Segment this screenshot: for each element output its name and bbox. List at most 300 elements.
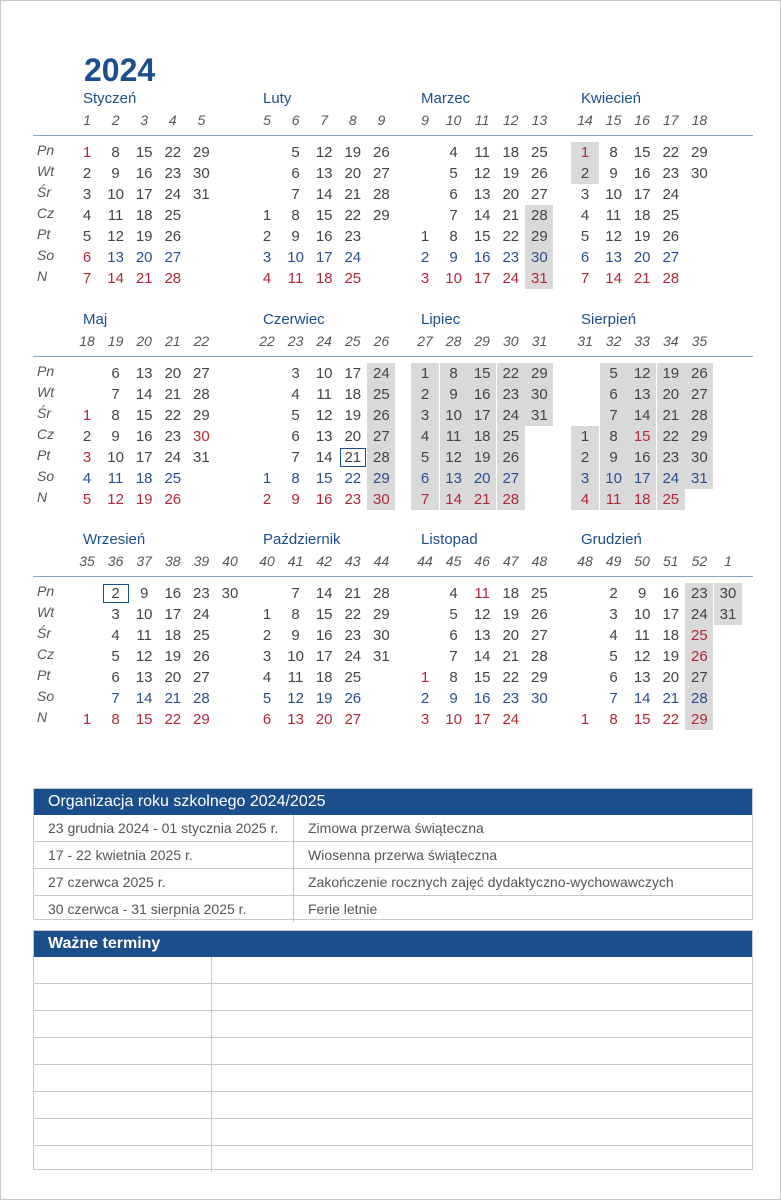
- calendar-day: 12: [440, 447, 468, 468]
- important-dates-row[interactable]: [34, 1119, 752, 1146]
- week-number: 40: [259, 553, 275, 569]
- calendar-day: 16: [633, 165, 651, 182]
- calendar-day: 16: [473, 249, 491, 266]
- calendar-day: 12: [473, 606, 491, 623]
- calendar-day: 17: [633, 186, 651, 203]
- month-name: Październik: [263, 531, 341, 548]
- weekday-label: Pn: [37, 363, 55, 379]
- calendar-day: 5: [291, 144, 300, 161]
- month-row-divider: [33, 576, 753, 577]
- weekday-label: So: [37, 247, 55, 263]
- week-number: 7: [320, 112, 329, 128]
- important-date-cell[interactable]: [34, 1119, 212, 1145]
- calendar-day: 11: [107, 470, 124, 487]
- calendar-day: 17: [468, 405, 496, 426]
- calendar-day: 10: [107, 449, 124, 466]
- calendar-day: 11: [287, 669, 304, 686]
- week-number: 21: [165, 333, 181, 349]
- calendar-day: 16: [468, 384, 496, 405]
- calendar-day: 22: [164, 144, 182, 161]
- calendar-day: 27: [685, 384, 713, 405]
- calendar-day: 18: [164, 627, 182, 644]
- weekday-label: Cz: [37, 426, 55, 442]
- calendar-day: 25: [662, 207, 680, 224]
- week-number: 16: [634, 112, 650, 128]
- weekday-label: Śr: [37, 405, 51, 421]
- week-number: 5: [197, 112, 206, 128]
- calendar-day: 26: [373, 144, 390, 161]
- calendar-day: 5: [291, 407, 300, 424]
- calendar-day: 20: [344, 165, 362, 182]
- calendar-day: 26: [164, 491, 182, 508]
- calendar-day: 15: [315, 606, 333, 623]
- weekday-label: N: [37, 489, 48, 505]
- calendar-day: 25: [531, 144, 548, 161]
- calendar-day: 4: [262, 669, 272, 686]
- calendar-day: 30: [531, 690, 548, 707]
- important-date-cell[interactable]: [34, 1146, 212, 1172]
- week-number: 4: [168, 112, 177, 128]
- calendar-day: 3: [420, 270, 430, 287]
- calendar-day: 1: [420, 228, 430, 245]
- calendar-day: 11: [287, 270, 304, 287]
- important-date-cell[interactable]: [34, 1065, 212, 1091]
- calendar-day: 2: [262, 228, 272, 245]
- calendar-day: 8: [291, 606, 300, 623]
- calendar-day: 27: [344, 711, 362, 728]
- week-number: 39: [193, 553, 210, 569]
- month-row-divider: [33, 135, 753, 136]
- calendar-day: 6: [600, 384, 628, 405]
- calendar-day: 23: [662, 165, 680, 182]
- calendar-day: 3: [580, 186, 590, 203]
- weekday-label: Pn: [37, 142, 55, 158]
- calendar-day: 11: [440, 426, 468, 447]
- calendar-day: 1: [571, 142, 599, 163]
- calendar-day: 15: [633, 144, 651, 161]
- calendar-day: 9: [609, 165, 618, 182]
- important-note-cell[interactable]: [212, 984, 752, 1010]
- calendar-day: 26: [164, 228, 182, 245]
- calendar-day: 22: [164, 711, 182, 728]
- calendar-day: 28: [662, 270, 680, 287]
- calendar-day: 28: [164, 270, 182, 287]
- calendar-day: 16: [135, 165, 153, 182]
- calendar-day: 28: [193, 690, 210, 707]
- calendar-day: 7: [411, 489, 439, 510]
- important-date-cell[interactable]: [34, 957, 212, 983]
- calendar-day: 12: [287, 690, 304, 707]
- calendar-day: 7: [82, 270, 92, 287]
- calendar-day: 1: [262, 207, 272, 224]
- month-name: Luty: [263, 90, 292, 107]
- calendar-day: 2: [411, 384, 439, 405]
- calendar-day: 23: [193, 585, 210, 602]
- calendar-day: 28: [525, 205, 553, 226]
- week-number: 37: [136, 553, 152, 569]
- important-note-cell[interactable]: [212, 1146, 752, 1172]
- calendar-day: 29: [685, 426, 713, 447]
- calendar-day: 3: [262, 648, 272, 665]
- calendar-day: 19: [502, 165, 520, 182]
- week-number: 1: [724, 553, 732, 569]
- calendar-day: 23: [164, 428, 182, 445]
- important-dates-row[interactable]: [34, 1038, 752, 1065]
- calendar-day: 3: [609, 606, 618, 623]
- calendar-day: 13: [287, 711, 304, 728]
- week-number: 1: [83, 112, 91, 128]
- calendar-day: 21: [344, 186, 362, 203]
- calendar-day: 12: [473, 165, 491, 182]
- calendar-day: 27: [497, 468, 525, 489]
- calendar-day: 19: [344, 407, 362, 424]
- calendar-day: 6: [291, 428, 300, 445]
- calendar-day: 15: [468, 363, 496, 384]
- calendar-day: 29: [193, 407, 210, 424]
- calendar-day: 3: [420, 711, 430, 728]
- school-year-date: 17 - 22 kwietnia 2025 r.: [34, 842, 294, 868]
- calendar-day: 13: [440, 468, 468, 489]
- calendar-day: 31: [193, 186, 210, 203]
- calendar-day: 4: [111, 627, 120, 644]
- calendar-day: 2: [571, 447, 599, 468]
- school-year-description: Zakończenie rocznych zajęć dydaktyczno-wychowawczych: [308, 874, 674, 890]
- week-number: 25: [345, 333, 361, 349]
- week-number: 17: [663, 112, 679, 128]
- month-name: Kwiecień: [581, 90, 642, 107]
- calendar-day: 21: [164, 386, 182, 403]
- calendar-day: 27: [662, 249, 680, 266]
- calendar-day: 1: [571, 426, 599, 447]
- calendar-day: 27: [531, 627, 548, 644]
- calendar-day: 26: [367, 405, 395, 426]
- calendar-day: 17: [628, 468, 656, 489]
- calendar-day: 7: [291, 585, 300, 602]
- calendar-day: 20: [502, 186, 520, 203]
- calendar-day: 12: [633, 648, 651, 665]
- calendar-day: 22: [502, 669, 520, 686]
- calendar-day: 8: [291, 470, 300, 487]
- calendar-day: 23: [344, 627, 362, 644]
- calendar-day: 6: [291, 165, 300, 182]
- week-number: 50: [634, 553, 650, 569]
- weekday-label: Pt: [37, 667, 51, 683]
- school-year-date: 30 czerwca - 31 sierpnia 2025 r.: [34, 896, 294, 922]
- calendar-day: 24: [502, 711, 520, 728]
- calendar-day: 12: [107, 228, 124, 245]
- calendar-day: 29: [531, 669, 548, 686]
- calendar-day: 28: [497, 489, 525, 510]
- calendar-day: 8: [111, 407, 120, 424]
- calendar-day: 10: [287, 249, 304, 266]
- calendar-day: 19: [135, 491, 153, 508]
- calendar-day: 21: [344, 585, 362, 602]
- calendar-day: 24: [497, 405, 525, 426]
- calendar-day: 21: [164, 690, 182, 707]
- weekday-label: So: [37, 468, 55, 484]
- calendar-day: 12: [107, 491, 124, 508]
- week-number: 40: [222, 553, 238, 569]
- week-number: 33: [634, 333, 650, 349]
- week-number: 34: [663, 333, 679, 349]
- calendar-day: 18: [315, 669, 333, 686]
- calendar-day: 11: [316, 386, 332, 403]
- calendar-day: 20: [164, 669, 182, 686]
- important-dates-row[interactable]: [34, 1092, 752, 1119]
- calendar-day: 17: [662, 606, 680, 623]
- important-date-cell[interactable]: [34, 984, 212, 1010]
- calendar-day: 20: [135, 249, 153, 266]
- calendar-day: 19: [633, 228, 651, 245]
- calendar-day: 15: [628, 426, 656, 447]
- calendar-day: 25: [344, 270, 362, 287]
- calendar-day: 24: [657, 468, 685, 489]
- calendar-day: 26: [531, 165, 548, 182]
- calendar-day: 7: [600, 405, 628, 426]
- calendar-day: 9: [111, 165, 120, 182]
- calendar-day: 2: [420, 249, 430, 266]
- calendar-day: 21: [662, 690, 680, 707]
- week-number: 2: [111, 112, 120, 128]
- calendar-day: 17: [135, 186, 153, 203]
- calendar-day: 14: [633, 690, 651, 707]
- week-number: 5: [263, 112, 271, 128]
- calendar-day: 2: [262, 491, 272, 508]
- calendar-day: 29: [193, 711, 210, 728]
- school-year-date: 23 grudnia 2024 - 01 stycznia 2025 r.: [34, 815, 294, 841]
- calendar-day: 3: [571, 468, 599, 489]
- calendar-day: 10: [605, 186, 622, 203]
- calendar-day: 14: [315, 186, 333, 203]
- calendar-day: 12: [135, 648, 153, 665]
- week-number: 15: [605, 112, 622, 128]
- calendar-day: 21: [502, 648, 520, 665]
- week-number: 35: [691, 333, 708, 349]
- calendar-day: 18: [344, 386, 362, 403]
- calendar-day: 26: [193, 648, 210, 665]
- calendar-day: 23: [344, 228, 362, 245]
- calendar-day: 4: [580, 207, 590, 224]
- calendar-day: 18: [662, 627, 680, 644]
- month-name: Styczeń: [83, 90, 137, 107]
- calendar-day: 4: [449, 585, 458, 602]
- calendar-day: 19: [135, 228, 153, 245]
- calendar-day: 30: [525, 384, 553, 405]
- calendar-day: 1: [580, 711, 590, 728]
- calendar-day: 15: [473, 669, 491, 686]
- calendar-day: 10: [445, 711, 462, 728]
- calendar-day: 25: [531, 585, 548, 602]
- calendar-day: 24: [502, 270, 520, 287]
- calendar-day: 20: [164, 365, 182, 382]
- calendar-day: 8: [609, 711, 618, 728]
- week-number: 6: [291, 112, 300, 128]
- weekday-label: Cz: [37, 205, 55, 221]
- important-note-cell[interactable]: [212, 957, 752, 983]
- week-number: 10: [445, 112, 462, 128]
- calendar-day: 13: [473, 627, 491, 644]
- calendar-day: 20: [315, 711, 333, 728]
- calendar-day: 25: [367, 384, 395, 405]
- calendar-day: 9: [638, 585, 647, 602]
- school-year-row: [34, 815, 752, 842]
- important-dates-row[interactable]: [34, 957, 752, 984]
- calendar-day: 11: [600, 489, 628, 510]
- school-year-row: [34, 842, 752, 869]
- calendar-day: 24: [367, 363, 395, 384]
- calendar-day: 16: [473, 690, 491, 707]
- calendar-day: 17: [164, 606, 182, 623]
- calendar-day: 24: [685, 604, 713, 625]
- calendar-day: 26: [685, 646, 713, 667]
- week-number: 47: [503, 553, 519, 569]
- calendar-day: 4: [291, 386, 300, 403]
- calendar-day: 20: [344, 428, 362, 445]
- calendar-day: 9: [600, 447, 628, 468]
- week-number: 19: [107, 333, 124, 349]
- calendar-day: 5: [411, 447, 439, 468]
- calendar-day: 22: [344, 207, 362, 224]
- calendar-day: 23: [657, 447, 685, 468]
- year-title: 2024: [84, 52, 156, 88]
- week-number: 30: [503, 333, 519, 349]
- calendar-day: 11: [474, 144, 490, 161]
- calendar-day: 16: [315, 228, 333, 245]
- calendar-day: 28: [193, 386, 210, 403]
- calendar-day: 29: [525, 363, 553, 384]
- calendar-day: 24: [193, 606, 210, 623]
- important-dates-table: [33, 930, 753, 1170]
- calendar-day: 5: [262, 690, 272, 707]
- calendar-day: 5: [600, 363, 628, 384]
- calendar-day: 7: [580, 270, 590, 287]
- calendar-day: 11: [634, 627, 650, 644]
- week-number: 43: [345, 553, 361, 569]
- week-number: 29: [474, 333, 490, 349]
- calendar-day: 16: [315, 491, 333, 508]
- calendar-day: 22: [164, 407, 182, 424]
- important-dates-row[interactable]: [34, 1065, 752, 1092]
- week-number: 35: [79, 553, 95, 569]
- week-number: 48: [531, 553, 548, 569]
- calendar-day: 10: [633, 606, 651, 623]
- calendar-day: 16: [662, 585, 680, 602]
- calendar-day: 19: [468, 447, 496, 468]
- calendar-day: 29: [373, 606, 390, 623]
- week-number: 20: [136, 333, 152, 349]
- calendar-day: 23: [502, 690, 520, 707]
- important-dates-row[interactable]: [34, 1011, 752, 1038]
- school-year-title: Organizacja roku szkolnego 2024/2025: [34, 789, 752, 815]
- calendar-day: 23: [685, 583, 713, 604]
- week-number: 8: [348, 112, 357, 128]
- calendar-day: 9: [291, 627, 300, 644]
- week-number: 45: [445, 553, 462, 569]
- week-number: 11: [474, 112, 490, 128]
- calendar-day: 8: [440, 363, 468, 384]
- calendar-day: 1: [82, 407, 92, 424]
- calendar-day: 15: [135, 144, 153, 161]
- calendar-day: 25: [685, 625, 713, 646]
- calendar-day: 30: [691, 165, 708, 182]
- calendar-day: 20: [502, 627, 520, 644]
- weekday-label: Wt: [37, 384, 55, 400]
- calendar-day: 27: [531, 186, 548, 203]
- calendar-day: 22: [344, 606, 362, 623]
- week-number: 14: [577, 112, 593, 128]
- calendar-day: 2: [82, 428, 92, 445]
- calendar-day: 3: [111, 606, 120, 623]
- weekday-label: Pt: [37, 226, 51, 242]
- calendar-day: 19: [315, 690, 333, 707]
- calendar-day: 23: [344, 491, 362, 508]
- calendar-day: 7: [449, 648, 458, 665]
- calendar-day: 6: [111, 669, 120, 686]
- calendar-day: 28: [373, 186, 390, 203]
- calendar-day: 6: [411, 468, 439, 489]
- calendar-day: 3: [262, 249, 272, 266]
- calendar-day: 24: [344, 249, 362, 266]
- calendar-day: 22: [662, 144, 680, 161]
- calendar-day: 1: [262, 606, 272, 623]
- calendar-day: 12: [315, 407, 333, 424]
- calendar-day: 15: [315, 207, 333, 224]
- week-number: 22: [193, 333, 210, 349]
- important-note-cell[interactable]: [212, 1065, 752, 1091]
- calendar-day: 14: [605, 270, 622, 287]
- calendar-day: 28: [367, 447, 395, 468]
- calendar-day: 10: [107, 186, 124, 203]
- calendar-day: 7: [449, 207, 458, 224]
- school-year-row: [34, 896, 752, 922]
- calendar-day: 3: [82, 449, 92, 466]
- important-dates-row[interactable]: [34, 1146, 752, 1172]
- calendar-day: 26: [497, 447, 525, 468]
- calendar-day: 5: [449, 165, 458, 182]
- important-date-cell[interactable]: [34, 1038, 212, 1064]
- calendar-day: 30: [193, 428, 210, 445]
- calendar-day: 21: [657, 405, 685, 426]
- important-note-cell[interactable]: [212, 1092, 752, 1118]
- calendar-day: 4: [449, 144, 458, 161]
- calendar-day: 30: [221, 585, 239, 602]
- calendar-day: 21: [135, 270, 153, 287]
- calendar-day: 8: [111, 711, 120, 728]
- calendar-day: 10: [287, 648, 304, 665]
- calendar-day: 23: [164, 165, 182, 182]
- calendar-day: 14: [440, 489, 468, 510]
- calendar-day: 13: [633, 669, 651, 686]
- school-year-description: Ferie letnie: [308, 901, 378, 917]
- calendar-day: 6: [609, 669, 618, 686]
- weekday-label: Śr: [37, 625, 51, 641]
- calendar-day: 27: [193, 365, 210, 382]
- school-year-description: Wiosenna przerwa świąteczna: [308, 847, 498, 863]
- calendar-day: 8: [449, 669, 458, 686]
- calendar-day: 13: [605, 249, 622, 266]
- important-note-cell[interactable]: [212, 1011, 752, 1037]
- calendar-day: 10: [135, 606, 153, 623]
- calendar-day: 21: [633, 270, 651, 287]
- important-note-cell[interactable]: [212, 1038, 752, 1064]
- school-year-rows: [34, 815, 752, 922]
- important-date-cell[interactable]: [34, 1011, 212, 1037]
- important-note-cell[interactable]: [212, 1119, 752, 1145]
- calendar-day: 27: [373, 165, 390, 182]
- important-date-cell[interactable]: [34, 1092, 212, 1118]
- calendar-day: 4: [82, 207, 92, 224]
- important-dates-row[interactable]: [34, 984, 752, 1011]
